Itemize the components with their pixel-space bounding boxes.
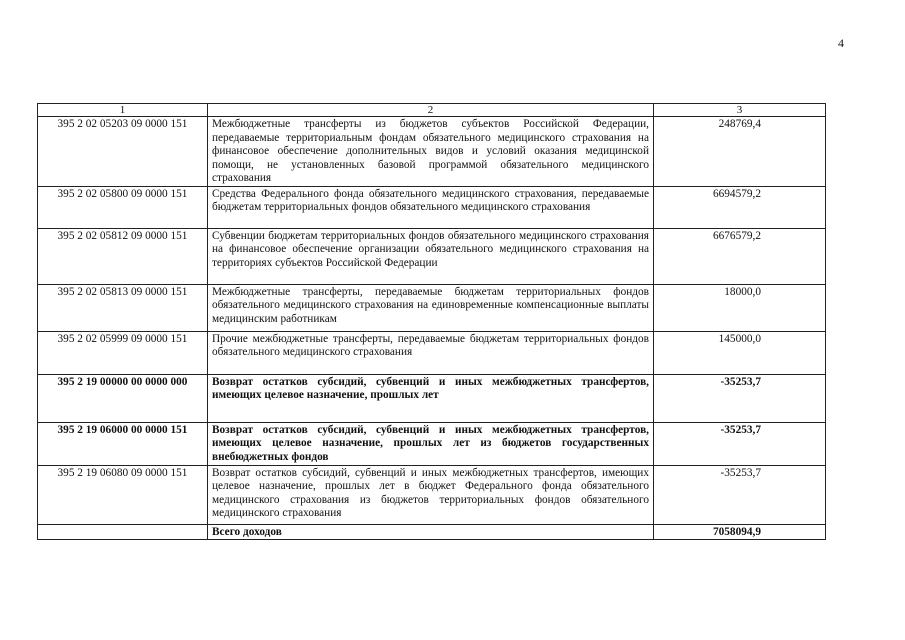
- budget-code: 395 2 19 06000 00 0000 151: [38, 422, 208, 465]
- row-description: Прочие межбюджетные трансферты, передаваемые бюджетам территориальных фондов обязательного медицинского страхования: [208, 331, 654, 374]
- row-amount: 18000,0: [654, 284, 826, 331]
- row-amount: -35253,7: [654, 465, 826, 524]
- row-description: Средства Федерального фонда обязательного медицинского страхования, передаваемые бюджетам территориальных фондов обязательного медицинского страхования: [208, 186, 654, 228]
- budget-code: 395 2 02 05999 09 0000 151: [38, 331, 208, 374]
- total-amount: 7058094,9: [654, 524, 826, 540]
- total-label: Всего доходов: [208, 524, 654, 540]
- column-header-3: 3: [654, 104, 826, 117]
- budget-code: 395 2 02 05813 09 0000 151: [38, 284, 208, 331]
- budget-code: 395 2 02 05812 09 0000 151: [38, 228, 208, 284]
- column-header-1: 1: [38, 104, 208, 117]
- column-header-2: 2: [208, 104, 654, 117]
- row-amount: 6676579,2: [654, 228, 826, 284]
- row-amount: 6694579,2: [654, 186, 826, 228]
- row-amount: 145000,0: [654, 331, 826, 374]
- revenue-table-container: [37, 103, 826, 540]
- page-number: 4: [838, 36, 844, 50]
- header-row: [38, 104, 826, 117]
- revenue-table: [37, 103, 826, 540]
- table-row: [38, 374, 826, 422]
- table-row: [38, 331, 826, 374]
- row-description: Межбюджетные трансферты из бюджетов субъектов Российской Федерации, передаваемые территориальным фондам обязательного медицинского страхования на финансовое обеспечение дополнительных видов и условий оказания медицинской помощи, не установленных базовой программой обязательного медицинского страхования: [208, 117, 654, 187]
- table-row: [38, 186, 826, 228]
- table-row: [38, 284, 826, 331]
- row-amount: -35253,7: [654, 374, 826, 422]
- row-amount: -35253,7: [654, 422, 826, 465]
- total-row: [38, 524, 826, 540]
- total-code-cell: [38, 524, 208, 540]
- row-amount: 248769,4: [654, 117, 826, 187]
- row-description: Возврат остатков субсидий, субвенций и иных межбюджетных трансфертов, имеющих целевое назначение, прошлых лет в бюджет Федерального фонда обязательного медицинского страхования из бюджетов территориальных фондов обязательного медицинского страхования: [208, 465, 654, 524]
- row-description: Возврат остатков субсидий, субвенций и иных межбюджетных трансфертов, имеющих целевое назначение, прошлых лет из бюджетов государственных внебюджетных фондов: [208, 422, 654, 465]
- row-description: Межбюджетные трансферты, передаваемые бюджетам территориальных фондов обязательного медицинского страхования на единовременные компенсационные выплаты медицинским работникам: [208, 284, 654, 331]
- budget-code: 395 2 19 00000 00 0000 000: [38, 374, 208, 422]
- table-row: [38, 465, 826, 524]
- row-description: Субвенции бюджетам территориальных фондов обязательного медицинского страхования на финансовое обеспечение организации обязательного медицинского страхования на территориях субъектов Российской Федерации: [208, 228, 654, 284]
- table-row: [38, 117, 826, 187]
- budget-code: 395 2 19 06080 09 0000 151: [38, 465, 208, 524]
- table-row: [38, 422, 826, 465]
- budget-code: 395 2 02 05203 09 0000 151: [38, 117, 208, 187]
- budget-code: 395 2 02 05800 09 0000 151: [38, 186, 208, 228]
- table-row: [38, 228, 826, 284]
- row-description: Возврат остатков субсидий, субвенций и иных межбюджетных трансфертов, имеющих целевое назначение, прошлых лет: [208, 374, 654, 422]
